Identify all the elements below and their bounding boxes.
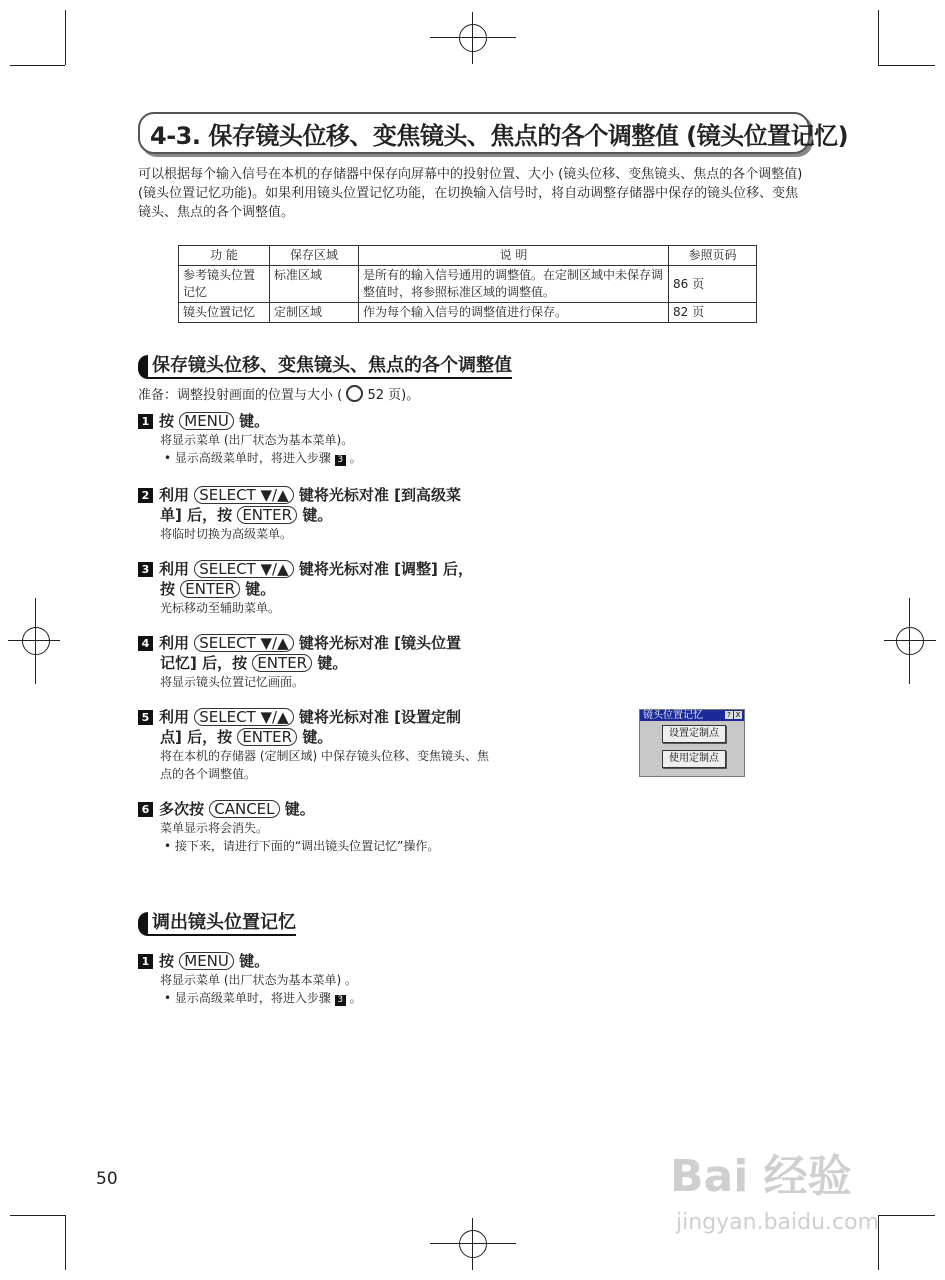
registration-mark-right [896, 627, 924, 655]
step-text: 利用 [159, 560, 190, 578]
step-text: 键。 [245, 580, 276, 598]
step-text: 按 [159, 412, 175, 430]
select-key: SELECT ▼/▲ [194, 708, 293, 726]
table-cell: 作为每个输入信号的调整值进行保存。 [359, 303, 669, 323]
close-button[interactable]: X [735, 711, 741, 719]
crop-mark [10, 1215, 65, 1216]
select-key: SELECT ▼/▲ [194, 634, 293, 652]
step-note-text: • 显示高级菜单时，将进入步骤 [164, 991, 331, 1005]
table-row [179, 266, 757, 303]
step-note-text: 。 [349, 991, 362, 1005]
preparation-note [138, 384, 419, 403]
step-6 [138, 799, 439, 855]
step-text: 键将光标对准 [调整] 后， [298, 560, 474, 578]
step-text: 键。 [284, 800, 315, 818]
help-button[interactable]: ? [725, 711, 733, 719]
table-row [179, 303, 757, 323]
step-number: 2 [138, 488, 153, 503]
step-text: 按 [159, 952, 175, 970]
table-cell: 定制区域 [270, 303, 359, 323]
cancel-key: CANCEL [209, 800, 279, 818]
step-text: 键。 [239, 952, 270, 970]
step-text: 点] 后，按 [160, 728, 233, 746]
dialog-titlebar [640, 710, 744, 721]
intro-paragraph: 可以根据每个输入信号在本机的存储器中保存向屏幕中的投射位置、大小 (镜头位移、变焦镜头、焦点的各个调整值) (镜头位置记忆功能)。如果利用镜头位置记忆功能，在切换输入信号时，将自动调整存储器中保存的镜头位移、变焦镜头、焦点的各个调整值。 [138, 167, 803, 220]
registration-mark-bottom [459, 1230, 487, 1258]
crop-mark [878, 65, 935, 66]
reference-table [178, 245, 757, 323]
step-description: 将临时切换为高级菜单。 [160, 527, 293, 541]
step-note [138, 449, 362, 467]
step-5 [138, 707, 489, 783]
column-header: 功 能 [179, 246, 270, 266]
section-heading: 保存镜头位移、变焦镜头、焦点的各个调整值 [138, 355, 512, 379]
step-text: 键将光标对准 [镜头位置 [298, 634, 461, 652]
table-cell: 82 页 [669, 303, 757, 323]
step-text: 键。 [302, 728, 333, 746]
step-number: 3 [138, 562, 153, 577]
step-description: 菜单显示将会消失。 [160, 821, 269, 835]
step-description: 将显示镜头位置记忆画面。 [160, 675, 305, 689]
crop-mark [878, 10, 879, 65]
step-3 [138, 559, 473, 617]
step-text: 键。 [302, 506, 333, 524]
step-description: 将在本机的存储器 (定制区域) 中保存镜头位移、变焦镜头、焦 [160, 749, 489, 763]
step-text: 键将光标对准 [到高级菜 [298, 486, 461, 504]
step-4 [138, 633, 461, 691]
step-note: • 接下来，请进行下面的“调出镜头位置记忆”操作。 [164, 839, 440, 853]
step-number: 1 [138, 414, 153, 429]
column-header: 保存区域 [270, 246, 359, 266]
step-number: 1 [138, 954, 153, 969]
step-note-text: 。 [349, 451, 362, 465]
crop-mark [65, 1215, 66, 1270]
step-number: 4 [138, 636, 153, 651]
crop-mark [10, 65, 65, 66]
step-badge: 3 [335, 995, 346, 1006]
section-heading: 调出镜头位置记忆 [138, 912, 296, 936]
registration-mark-left [22, 627, 50, 655]
enter-key: ENTER [237, 728, 297, 746]
registration-line [909, 598, 910, 684]
step-1 [138, 411, 362, 467]
watermark-url: jingyan.baidu.com [676, 1210, 880, 1235]
enter-key: ENTER [237, 506, 297, 524]
step-text: 按 [160, 580, 176, 598]
watermark-logo: Bai 经验 [670, 1151, 852, 1202]
use-custom-point-button[interactable]: 使用定制点 [662, 750, 726, 768]
table-cell: 镜头位置记忆 [179, 303, 270, 323]
step-description: 将显示菜单 (出厂状态为基本菜单)。 [160, 433, 354, 447]
crop-mark [65, 10, 66, 65]
column-header: 说 明 [359, 246, 669, 266]
set-custom-point-button[interactable]: 设置定制点 [662, 725, 726, 743]
step-text: 利用 [159, 634, 190, 652]
step-note-text: • 显示高级菜单时，将进入步骤 [164, 451, 331, 465]
lens-memory-dialog [639, 709, 745, 777]
registration-mark-top [459, 24, 487, 52]
step-note [138, 989, 362, 1007]
table-header-row [179, 246, 757, 266]
registration-line [430, 37, 516, 38]
step-text: 多次按 [159, 800, 205, 818]
page-title: 4-3. 保存镜头位移、变焦镜头、焦点的各个调整值 (镜头位置记忆) [150, 122, 849, 150]
registration-line [472, 12, 473, 64]
step-description: 点的各个调整值。 [160, 767, 257, 781]
step-2 [138, 485, 461, 543]
step-text: 利用 [159, 486, 190, 504]
select-key: SELECT ▼/▲ [194, 560, 293, 578]
step-badge: 3 [335, 455, 346, 466]
step-text: 单] 后，按 [160, 506, 233, 524]
page-reference-icon [346, 385, 363, 402]
step-description: 将显示菜单 (出厂状态为基本菜单) 。 [160, 973, 357, 987]
page-number: 50 [96, 1169, 118, 1189]
preparation-text: 准备：调整投射画面的位置与大小 ( [138, 388, 343, 403]
table-cell: 是所有的输入信号通用的调整值。在定制区域中未保存调整值时，将参照标准区域的调整值。 [359, 266, 669, 303]
step-text: 利用 [159, 708, 190, 726]
table-cell: 标准区域 [270, 266, 359, 303]
enter-key: ENTER [252, 654, 312, 672]
step-number: 6 [138, 802, 153, 817]
table-cell: 参考镜头位置记忆 [179, 266, 270, 303]
registration-line [35, 598, 36, 684]
menu-key: MENU [179, 412, 234, 430]
menu-key: MENU [179, 952, 234, 970]
step-text: 键将光标对准 [设置定制 [298, 708, 461, 726]
step-text: 记忆] 后，按 [160, 654, 248, 672]
table-cell: 86 页 [669, 266, 757, 303]
step-description: 光标移动至辅助菜单。 [160, 601, 281, 615]
registration-line [472, 1218, 473, 1270]
step-number: 5 [138, 710, 153, 725]
registration-line [8, 640, 60, 641]
crop-mark [878, 1215, 935, 1216]
step-text: 键。 [239, 412, 270, 430]
step-text: 键。 [317, 654, 348, 672]
column-header: 参照页码 [669, 246, 757, 266]
recall-step-1 [138, 951, 362, 1007]
enter-key: ENTER [180, 580, 240, 598]
registration-line [884, 640, 936, 641]
dialog-title: 镜头位置记忆 [643, 710, 703, 721]
select-key: SELECT ▼/▲ [194, 486, 293, 504]
preparation-page: 52 页)。 [367, 388, 420, 403]
registration-line [430, 1243, 516, 1244]
